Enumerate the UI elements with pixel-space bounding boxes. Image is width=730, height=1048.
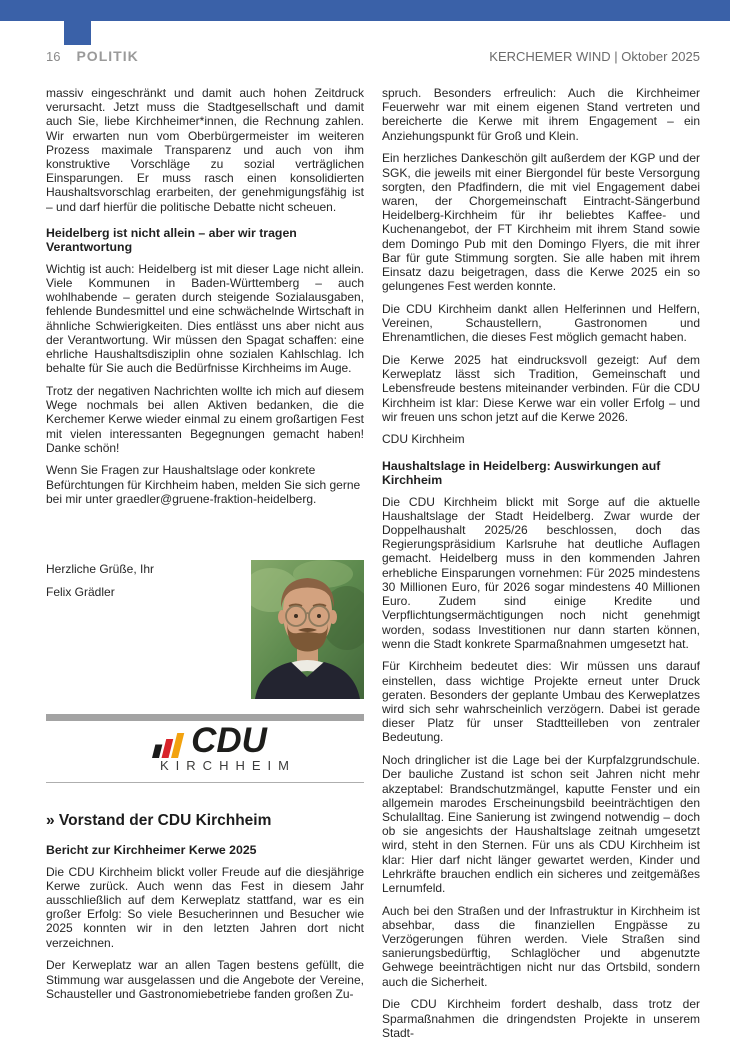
- section-title: POLITIK: [76, 48, 139, 64]
- heading-bericht-kerwe: Bericht zur Kirchheimer Kerwe 2025: [46, 843, 257, 858]
- paragraph: Die CDU Kirchheim blickt voller Freude auf die diesjährige Kerwe zurück. Auch wenn das Fest in diesem Jahr ausschließlich auf dem Kerweplatz stattfand, war es ein großer Erfolg: So viele Besucherinnen und Besucher wie 2025 konnten wir in den letzten Jahren dort nicht verzeichnen.: [46, 864, 364, 950]
- masthead-title: KERCHEMER WIND | Oktober 2025: [489, 49, 700, 64]
- page-number: 16: [46, 49, 61, 64]
- paragraph: Der Kerweplatz war an allen Tagen bestens gefüllt, die Stimmung war ausgelassen und die Angebote der Vereine, Schausteller und Gastronomiebetriebe fanden großen Zu-: [46, 958, 364, 1001]
- heading-heidelberg-nicht-allein: Heidelberg ist nicht allein – aber wir tragen Verantwortung: [46, 225, 297, 255]
- paragraph: Für Kirchheim bedeutet dies: Wir müssen uns darauf einstellen, dass wichtige Projekte erneut unter Druck geraten. Besonders der geplante Umbau des Kerweplatzes wird sich sehr wahrscheinlich verzögern. Dabei ist gerade dieser Platz für unser Stadtteilleben von zentraler Bedeutung.: [382, 659, 700, 745]
- paragraph: Die CDU Kirchheim dankt allen Helferinnen und Helfern, Vereinen, Schaustellern, Gastronomen und Ehrenamtlichen, die dieses Fest möglich gemacht haben.: [382, 301, 700, 345]
- section-tab: [64, 21, 91, 45]
- paragraph: Wichtig ist auch: Heidelberg ist mit dieser Lage nicht allein. Viele Kommunen in Baden-Württemberg – auch wohlhabende – geraten durch steigende Sozialausgaben, fehlende Bundesmittel und eine schwächelnde Wirtschaft in ähnliche Schwierigkeiten. Dies entlässt uns aber nicht aus der Verantwortung. Wir müssen den Spagat schaffen: eine ehrliche Haushaltsdisziplin ohne sozialen Kahlschlag. Ich behalte für Sie auch die Bedürfnisse Kirchheims im Auge.: [46, 261, 364, 376]
- heading-vorstand-cdu: » Vorstand der CDU Kirchheim: [46, 812, 272, 830]
- paragraph: Auch bei den Straßen und der Infrastruktur in Kirchheim ist absehbar, dass die finanziellen Engpässe zu Verzögerungen führen werden. Viele Straßen sind sanierungsbedürftig, Schlaglöcher und abgenutzte Gehwege beeinträchtigen nicht nur das Ortsbild, sondern auch die Sicherheit.: [382, 903, 700, 989]
- paragraph: massiv eingeschränkt und damit auch hohen Zeitdruck verursacht. Jetzt muss die Stadtgesellschaft und damit auch Sie, liebe Kirchheimer*innen, die Rechnung zahlen. Wir erwarten nun vom Oberbürgermeister im weiteren Prozess maximale Transparenz und auch von ihm konstruktive Vorschläge zu sozial verträglichen Einsparungen. Er muss rasch einen konsolidierten Haushaltsvorschlag erarbeiten, der genehmigungsfähig ist – und darf hierfür die politische Debatte nicht scheuen.: [46, 86, 364, 214]
- cdu-bars-icon: [143, 730, 189, 758]
- right-column: [382, 86, 700, 1048]
- signature-name: Felix Grädler: [46, 585, 115, 600]
- signature-block: [46, 562, 364, 708]
- paragraph: Die CDU Kirchheim blickt mit Sorge auf die aktuelle Haushaltslage der Stadt Heidelberg. Zwar wurde der Doppelhaushalt 2025/26 beschlossen, doch das Regierungspräsidium Karlsruhe hat deutliche Auflagen gemacht. Heidelberg muss in den kommenden Jahren erhebliche Einsparungen vornehmen: Für 2025 mindestens 30 Millionen Euro, für 2026 sogar mindestens 40 Millionen Euro. Zudem sind einige Kredite und Verpflichtungsermächtigungen noch nicht genehmigt worden, sodass Investitionen nur dann starten können, wenn die Stadt konkrete Sparmaßnahmen umgesetzt hat.: [382, 494, 700, 651]
- cdu-location-label: KIRCHHEIM: [160, 758, 296, 774]
- article-byline: CDU Kirchheim: [382, 432, 465, 447]
- page-header: [46, 48, 700, 64]
- heading-haushaltslage: Haushaltslage in Heidelberg: Auswirkungen auf Kirchheim: [382, 458, 661, 488]
- paragraph: Die CDU Kirchheim fordert deshalb, dass trotz der Sparmaßnahmen die dringendsten Projekte in unserem Stadt-: [382, 997, 700, 1040]
- left-column: [46, 86, 364, 1048]
- paragraph: Noch dringlicher ist die Lage bei der Kurpfalzgrundschule. Der bauliche Zustand ist schon seit Jahren nicht mehr akzeptabel: Brandschutzmängel, kaputte Fenster und ein allgemein marodes Erscheinungsbild beeinträchtigen den Schulalltag. Eine Sanierung ist zwingend notwendig – doch ob sie angesichts der Haushaltslage zeitnah umgesetzt wird, steht in den Sternen. Für uns als CDU Kirchheim ist klar: Hier darf nicht länger gewartet werden, Kinder und Lehrkräfte brauchen endlich ein sicheres und zeitgemäßes Lernumfeld.: [382, 753, 700, 895]
- cdu-logo-box: [46, 714, 364, 783]
- paragraph-contact: Wenn Sie Fragen zur Haushaltslage oder konkrete Befürchtungen für Kirchheim haben, melden Sie sich gerne bei mir unter graedler@gruene-fraktion-heidelberg.: [46, 463, 361, 506]
- paragraph: Ein herzliches Dankeschön gilt außerdem der KGP und der SGK, die jeweils mit einer Biergondel für beste Versorgung sorgten, den Pfadfindern, die mit viel Engagement dabei waren, der Chorgemeinschaft Eintracht-Sängerbund Heidelberg-Kirchheim für ihr beliebtes Kaffee- und Kuchenangebot, der FT Kirchheim mit ihrem Stand sowie dem Domingo Pub mit den Domingo Flyers, die mit ihrer Bar für gute Stimmung sorgten. Sie alle haben mit ihrem Einsatz dazu beigetragen, dass die Kerwe 2025 ein so gelungenes Fest werden konnte.: [382, 151, 700, 294]
- paragraph: spruch. Besonders erfreulich: Auch die Kirchheimer Feuerwehr war mit einem eigenen Stand vertreten und bereicherte die Kerwe mit ihrem Engagement – ein Anziehungspunkt für Groß und Klein.: [382, 86, 700, 143]
- signature-greeting: Herzliche Grüße, Ihr: [46, 562, 155, 577]
- cdu-wordmark: CDU: [191, 721, 267, 761]
- cdu-logo: [114, 721, 296, 774]
- paragraph: Trotz der negativen Nachrichten wollte ich mich auf diesem Wege nochmals bei allen Aktiven bedanken, die die Kerchemer Kerwe wieder einmal zu einem großartigen Fest mit vielen interessanten Begegnungen gemacht haben! Danke schön!: [46, 383, 364, 455]
- article-body: [46, 86, 700, 1048]
- top-accent-bar: [0, 0, 730, 21]
- portrait-photo-felix-graedler: [251, 560, 364, 699]
- paragraph: Die Kerwe 2025 hat eindrucksvoll gezeigt: Auf dem Kerweplatz lässt sich Tradition, Gemeinschaft und Lebensfreude bestens miteinander verbinden. Für die CDU Kirchheim ist klar: Diese Kerwe war ein voller Erfolg – und wir freuen uns schon jetzt auf die Kerwe 2026.: [382, 352, 700, 424]
